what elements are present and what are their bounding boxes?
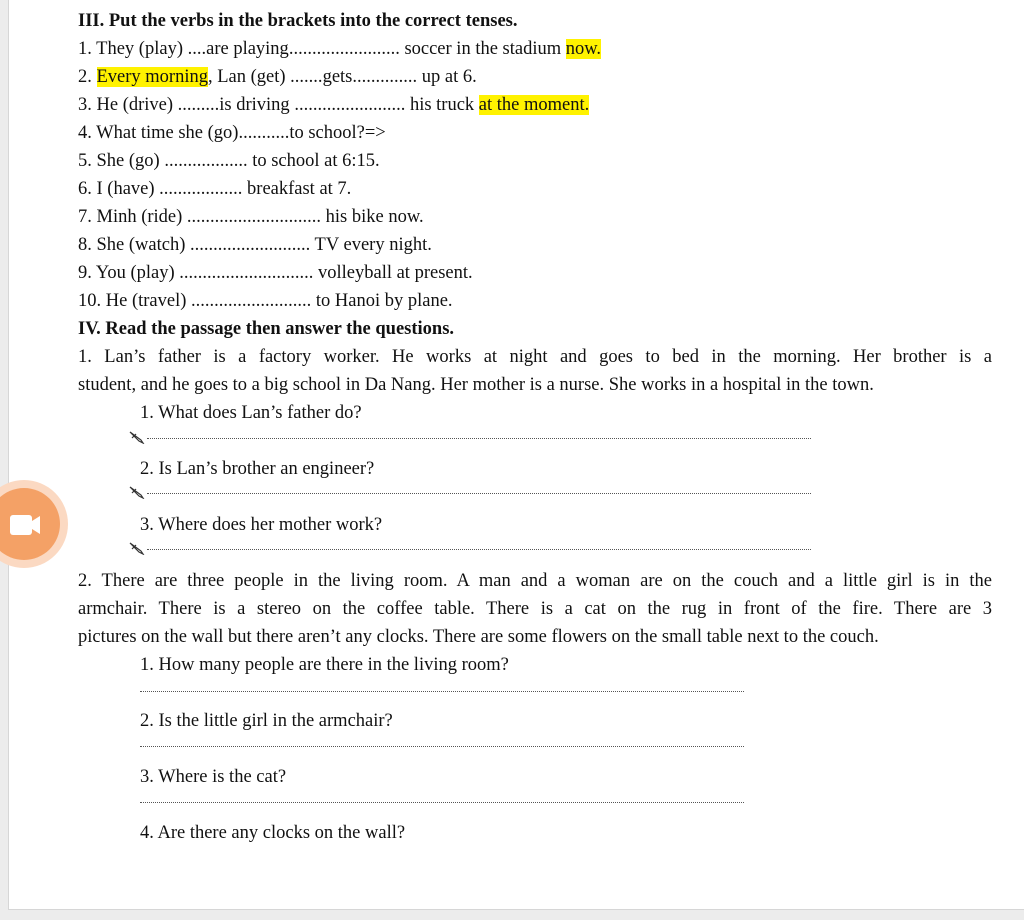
answer-line[interactable] (140, 746, 744, 747)
exercise-3-item-6: 6. I (have) .................. breakfast at 7. (78, 179, 352, 199)
passage-1-line-1: 1. Lan’s father is a factory worker. He works at night and goes to bed in the morning. Her brother is a (78, 347, 992, 367)
passage-2-question-4: 4. Are there any clocks on the wall? (140, 823, 406, 843)
answer-2: gets (322, 67, 353, 87)
passage-2-line-2: armchair. There is a stereo on the coffee table. There is a cat on the rug in front of the fire. There are 3 (78, 599, 992, 619)
highlight-every-morning: Every morning (96, 67, 208, 87)
record-button-core[interactable] (0, 488, 60, 560)
exercise-3-item-2: 2. Every morning, Lan (get) .......gets.............. up at 6. (78, 67, 477, 87)
passage-2-line-1: 2. There are three people in the living room. A man and a woman are on the couch and a little girl is in the (78, 571, 992, 591)
exercise-3-item-7: 7. Minh (ride) ............................. his bike now. (78, 207, 424, 227)
answer-3: is driving (219, 95, 290, 115)
passage-1-question-1: 1. What does Lan’s father do? (140, 403, 362, 423)
answer-line[interactable] (147, 438, 811, 439)
exercise-3-item-1: 1. They (play) ....are playing........................ soccer in the stadium now. (78, 39, 602, 59)
pen-icon (129, 430, 145, 444)
passage-2-question-1: 1. How many people are there in the living room? (140, 655, 509, 675)
answer-line[interactable] (140, 691, 744, 692)
answer-1: are playing (206, 39, 289, 59)
highlight-now: now. (565, 39, 602, 59)
passage-2-question-3: 3. Where is the cat? (140, 767, 287, 787)
exercise-3-item-8: 8. She (watch) .......................... TV every night. (78, 235, 432, 255)
exercise-3-item-10: 10. He (travel) .......................... to Hanoi by plane. (78, 291, 453, 311)
answer-line[interactable] (140, 802, 744, 803)
exercise-3-item-3: 3. He (drive) .........is driving ........................ his truck at the moment. (78, 95, 590, 115)
passage-1-question-2: 2. Is Lan’s brother an engineer? (140, 459, 375, 479)
passage-1-line-2: student, and he goes to a big school in Da Nang. Her mother is a nurse. She works in a hospital in the town. (78, 375, 874, 395)
pen-icon (129, 485, 145, 499)
passage-2-question-2: 2. Is the little girl in the armchair? (140, 711, 393, 731)
exercise-3-item-9: 9. You (play) ............................. volleyball at present. (78, 263, 473, 283)
exercise-4-heading: IV. Read the passage then answer the questions. (78, 319, 455, 339)
highlight-at-the-moment: at the moment. (478, 95, 590, 115)
document-page (8, 0, 1024, 910)
exercise-3-item-4: 4. What time she (go)...........to school?=> (78, 123, 386, 143)
passage-2-line-3: pictures on the wall but there aren’t any clocks. There are some flowers on the small table next to the couch. (78, 627, 879, 647)
answer-line[interactable] (147, 549, 811, 550)
passage-1-question-3: 3. Where does her mother work? (140, 515, 383, 535)
exercise-3-item-5: 5. She (go) .................. to school at 6:15. (78, 151, 380, 171)
exercise-3-heading: III. Put the verbs in the brackets into the correct tenses. (78, 11, 518, 31)
pen-icon (129, 541, 145, 555)
video-camera-icon (4, 512, 44, 538)
answer-line[interactable] (147, 493, 811, 494)
